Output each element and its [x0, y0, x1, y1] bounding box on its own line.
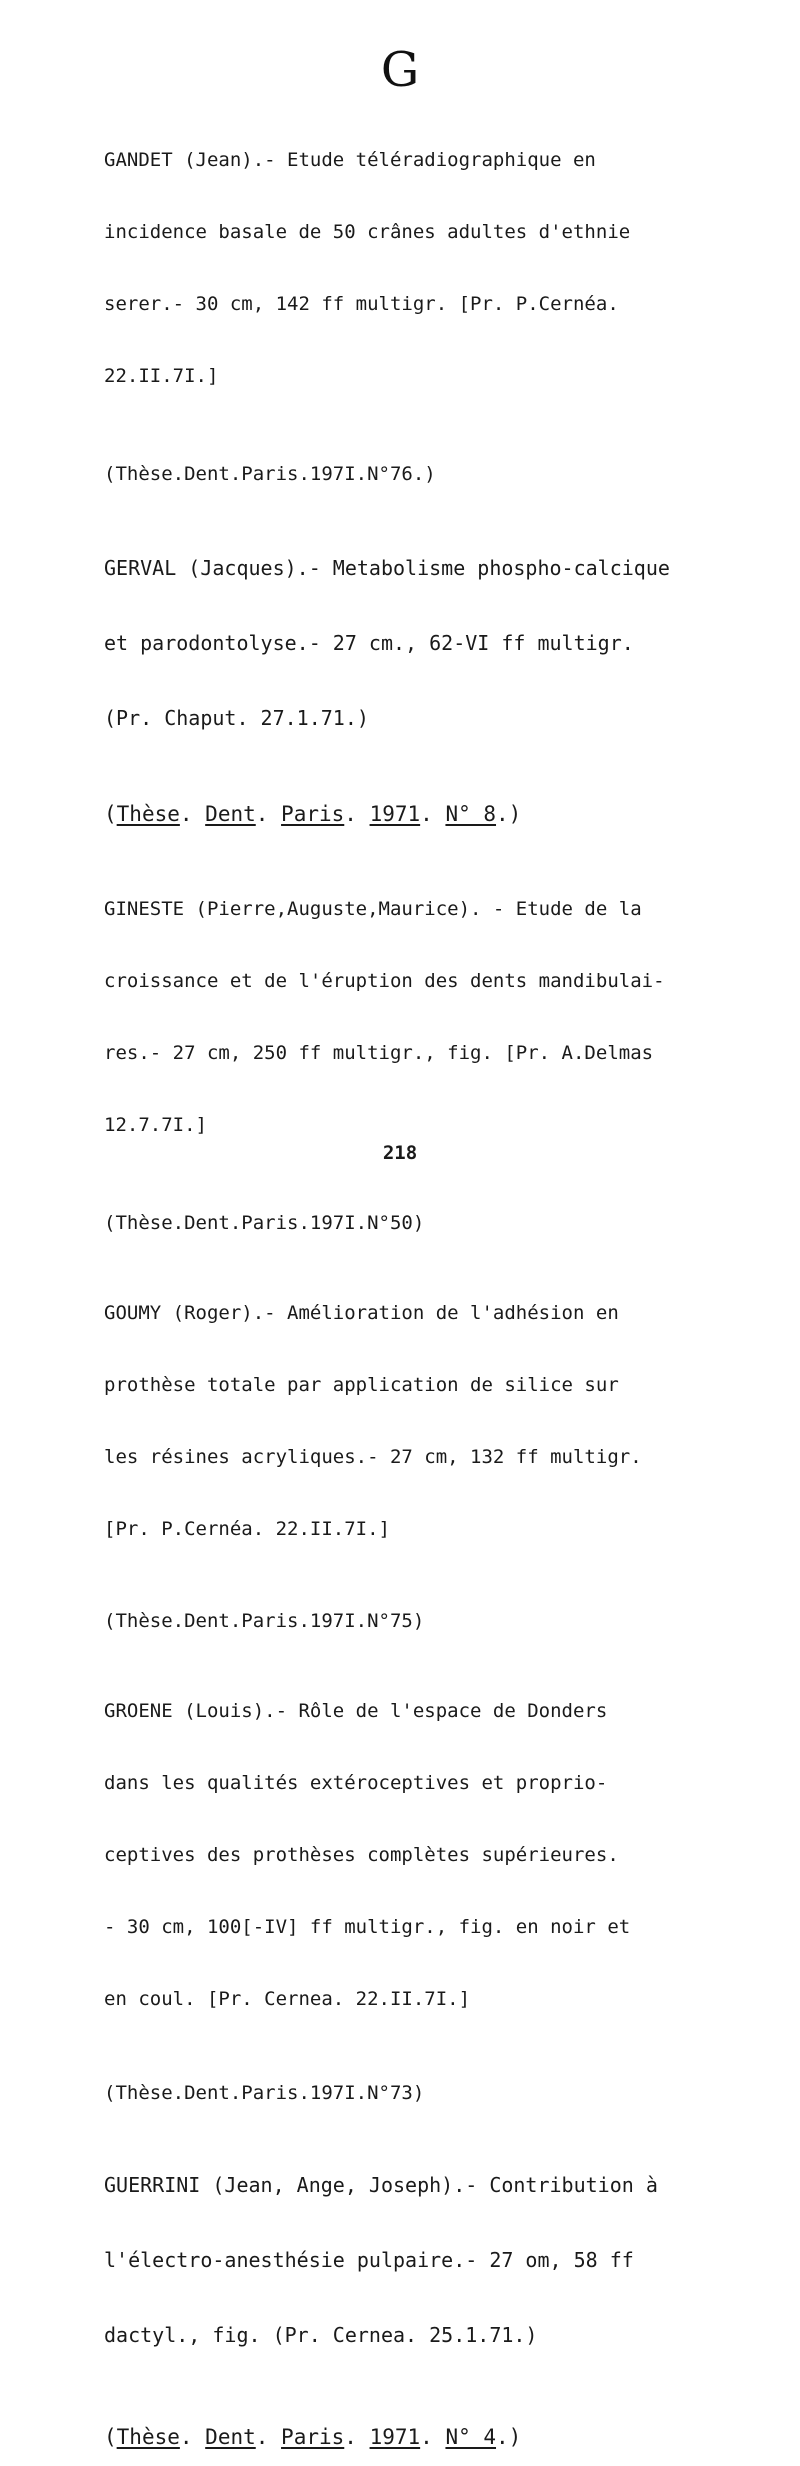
entry-line: res.- 27 cm, 250 ff multigr., fig. [Pr. A.Delmas [104, 1042, 654, 1064]
entry-line: dans les qualités extéroceptives et proprio- [104, 1772, 608, 1794]
thesis-word: Thèse [116, 2425, 180, 2449]
thesis-word: N° 8 [445, 802, 497, 826]
thesis-reference: (Thèse.Dent.Paris.197I.N°75) [104, 1610, 425, 1632]
entry-line: 12.7.7I.] [104, 1114, 207, 1136]
section-letter-heading: G [380, 42, 420, 98]
entry-line: GOUMY (Roger).- Amélioration de l'adhésion en [104, 1302, 619, 1324]
thesis-word: 1971 [369, 802, 421, 826]
entry-description [104, 100, 704, 436]
entry-line: l'électro-anesthésie pulpaire.- 27 om, 58 ff [104, 2248, 634, 2272]
entry-description [104, 2123, 704, 2398]
entry-line: serer.- 30 cm, 142 ff multigr. [Pr. P.Cernéa. [104, 293, 619, 315]
bibliography-entry [104, 2123, 704, 2450]
thesis-reference [104, 2424, 704, 2450]
entry-line: GROENE (Louis).- Rôle de l'espace de Donders [104, 1700, 608, 1722]
entry-line: GANDET (Jean).- Etude téléradiographique en [104, 149, 596, 171]
entry-line: 22.II.7I.] [104, 365, 219, 387]
entry-description [104, 849, 704, 1185]
thesis-sep: . [344, 2425, 370, 2449]
entry-line: (Pr. Chaput. 27.1.71.) [104, 706, 369, 730]
entry-line: croissance et de l'éruption des dents mandibulai- [104, 970, 665, 992]
thesis-word: 1971 [369, 2425, 421, 2449]
entry-line: prothèse totale par application de silice sur [104, 1374, 619, 1396]
thesis-sep: . [179, 802, 206, 826]
thesis-word: N° 4 [445, 2425, 497, 2449]
thesis-close: .) [496, 802, 522, 826]
thesis-word: Dent [205, 2425, 256, 2449]
entry-line: GINESTE (Pierre,Auguste,Maurice). - Etude de la [104, 898, 642, 920]
thesis-sep: . [255, 2425, 282, 2449]
bibliography-entry [104, 100, 704, 486]
entry-line: [Pr. P.Cernéa. 22.II.7I.] [104, 1518, 390, 1540]
entry-line: - 30 cm, 100[-IV] ff multigr., fig. en noir et [104, 1916, 631, 1938]
bibliography-entry [104, 1253, 704, 1633]
thesis-sep: . [255, 802, 282, 826]
thesis-open: ( [104, 802, 117, 826]
entry-line: incidence basale de 50 crânes adultes d'ethnie [104, 221, 631, 243]
bibliography-entry [104, 506, 704, 827]
thesis-sep: . [179, 2425, 206, 2449]
entry-line: les résines acryliques.- 27 cm, 132 ff multigr. [104, 1446, 642, 1468]
entry-line: dactyl., fig. (Pr. Cernea. 25.1.71.) [104, 2323, 538, 2347]
thesis-word: Paris [281, 802, 345, 826]
thesis-word: Paris [281, 2425, 345, 2449]
thesis-reference: (Thèse.Dent.Paris.197I.N°73) [104, 2082, 425, 2104]
thesis-close: .) [496, 2425, 522, 2449]
thesis-sep: . [344, 802, 370, 826]
entry-line: GERVAL (Jacques).- Metabolisme phospho-calcique [104, 556, 670, 580]
thesis-reference: (Thèse.Dent.Paris.197I.N°50) [104, 1212, 425, 1234]
thesis-reference [104, 801, 704, 827]
page-number: 218 [382, 1142, 418, 1164]
bibliography-entries [104, 100, 704, 2466]
entry-line: en coul. [Pr. Cernea. 22.II.7I.] [104, 1988, 471, 2010]
entry-description [104, 1253, 704, 1589]
thesis-sep: . [420, 802, 446, 826]
entry-description [104, 506, 704, 781]
thesis-sep: . [420, 2425, 446, 2449]
entry-line: ceptives des prothèses complètes supérieures. [104, 1844, 619, 1866]
entry-line: GUERRINI (Jean, Ange, Joseph).- Contribution à [104, 2173, 658, 2197]
thesis-word: Thèse [116, 802, 180, 826]
thesis-open: ( [104, 2425, 117, 2449]
bibliography-entry [104, 849, 704, 1235]
thesis-reference: (Thèse.Dent.Paris.197I.N°76.) [104, 463, 436, 485]
entry-line: et parodontolyse.- 27 cm., 62-VI ff multigr. [104, 631, 634, 655]
bibliography-entry [104, 1651, 704, 2105]
thesis-word: Dent [205, 802, 256, 826]
entry-description [104, 1651, 704, 2059]
